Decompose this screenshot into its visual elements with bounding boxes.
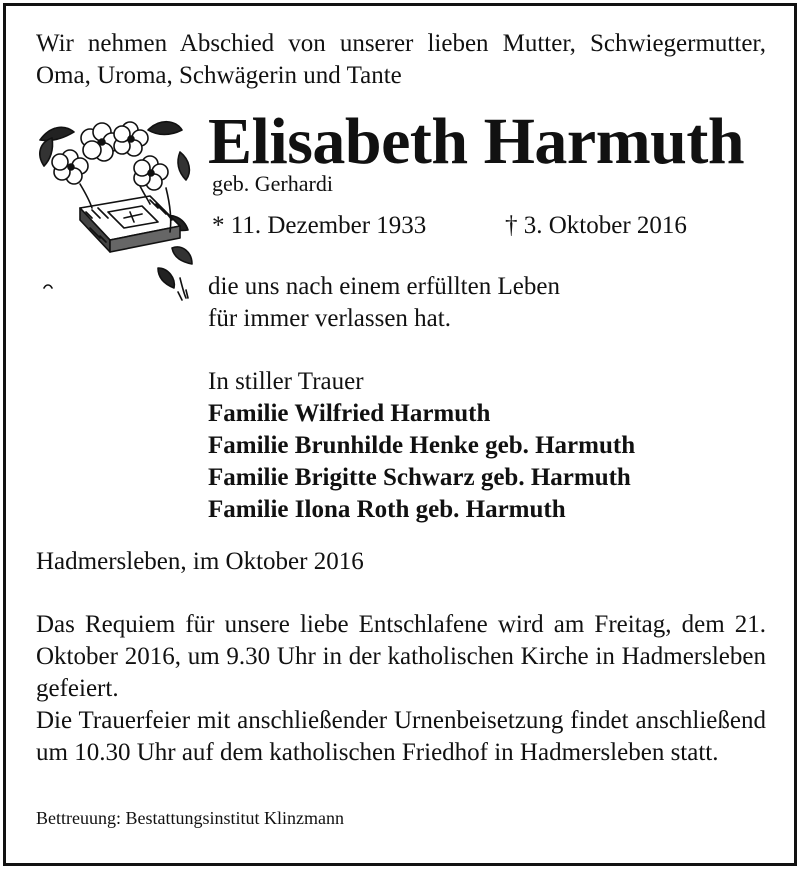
passage-line-2: für immer verlassen hat. <box>208 305 451 332</box>
requiem-paragraph: Das Requiem für unsere liebe Entschlafene wird am Freitag, dem 21. Oktober 2016, um 9.30 Uhr in der katholischen Kirche in Hadmersleben gefeiert. <box>36 611 766 702</box>
mourner-families <box>208 398 635 526</box>
passage-text <box>208 271 560 335</box>
funeral-paragraph: Die Trauerfeier mit anschließender Urnenbeisetzung findet anschließend um 10.30 Uhr auf dem katholischen Friedhof in Hadmersleben statt. <box>36 707 766 766</box>
mourning-label: In stiller Trauer <box>208 368 364 395</box>
passage-line-1: die uns nach einem erfüllten Leben <box>208 273 560 300</box>
funeral-home-credit: Bettreuung: Bestattungsinstitut Klinzmann <box>36 808 344 828</box>
family-entry: Familie Ilona Roth geb. Harmuth <box>208 496 566 523</box>
death-date: † 3. Oktober 2016 <box>505 212 687 239</box>
maiden-name: geb. Gerhardi <box>212 171 333 196</box>
place-and-date: Hadmersleben, im Oktober 2016 <box>36 548 364 575</box>
family-entry: Familie Brunhilde Henke geb. Harmuth <box>208 432 636 459</box>
flowers-and-book-icon <box>30 108 200 303</box>
birth-date: * 11. Dezember 1933 <box>212 212 427 239</box>
service-details <box>36 609 766 769</box>
family-entry: Familie Brigitte Schwarz geb. Harmuth <box>208 464 631 491</box>
deceased-name: Elisabeth Harmuth <box>208 105 745 178</box>
life-dates <box>212 210 687 242</box>
intro-text: Wir nehmen Abschied von unserer lieben Mutter, Schwiegermutter, Oma, Uroma, Schwägerin und Tante <box>36 30 766 89</box>
family-entry: Familie Wilfried Harmuth <box>208 400 491 427</box>
